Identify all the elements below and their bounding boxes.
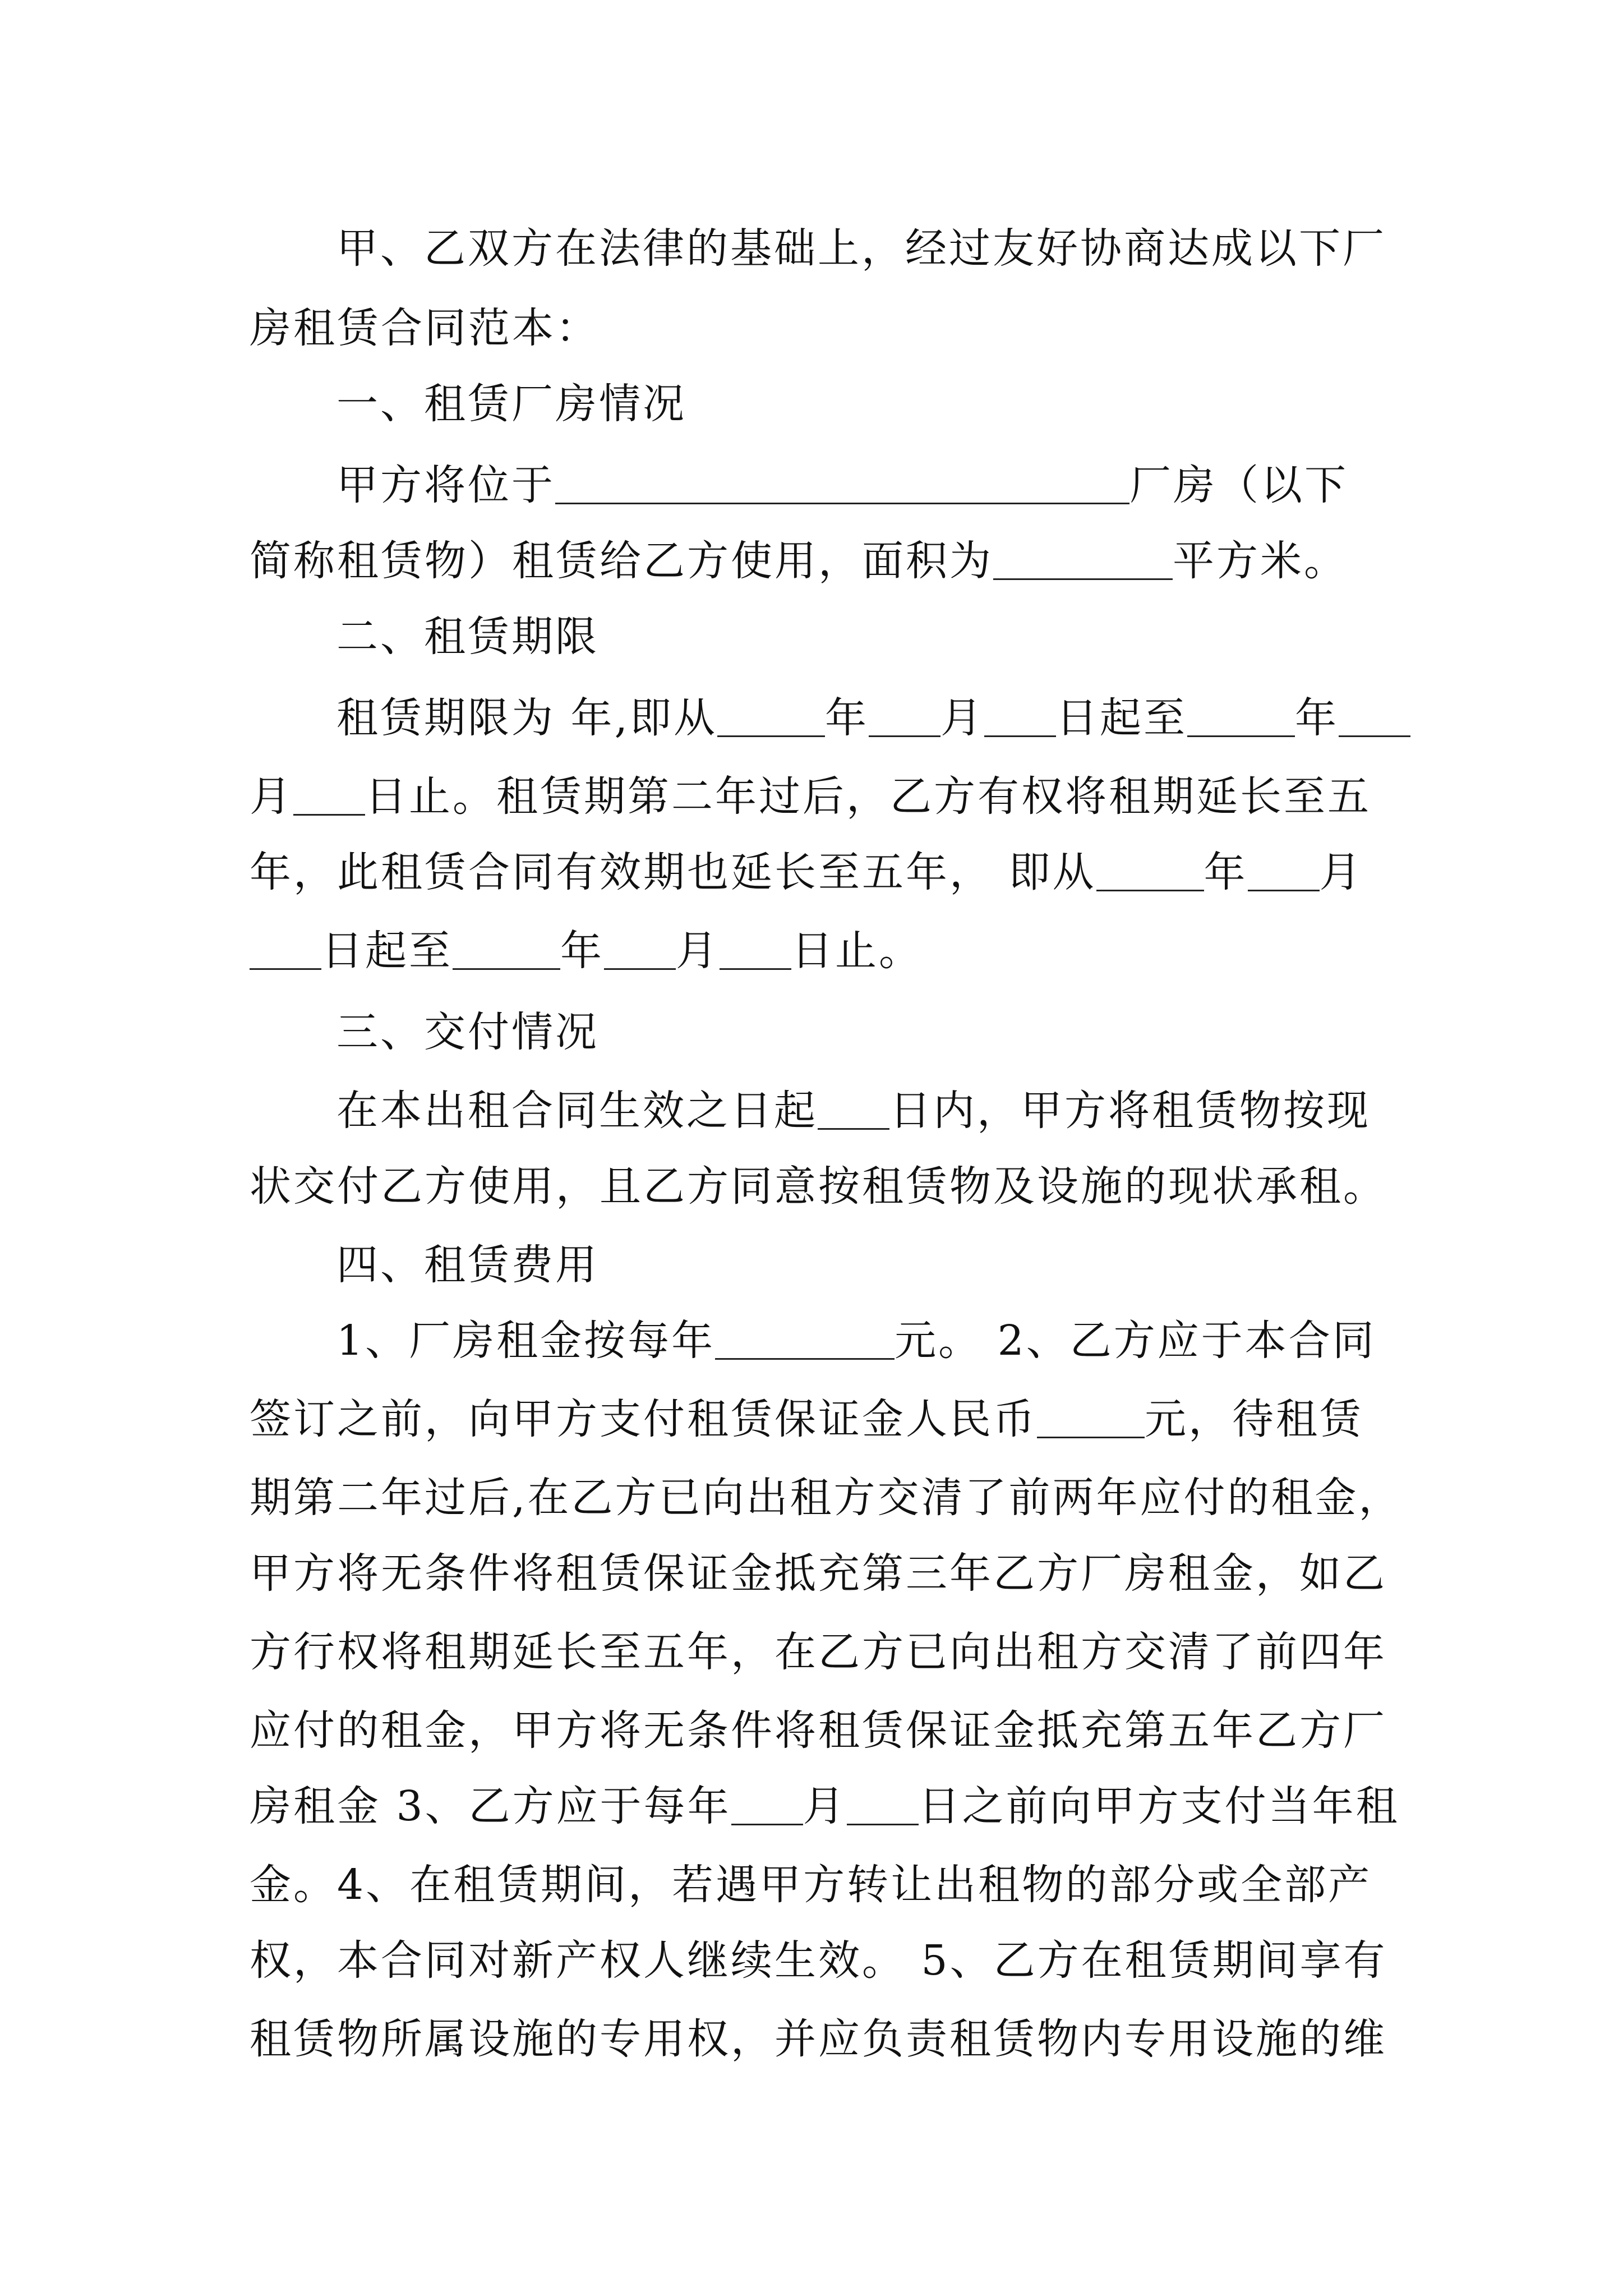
text-run: 在本出租合同生效之日起 (336, 1087, 818, 1135)
text-line (336, 1234, 599, 1296)
text-line (336, 373, 686, 435)
text-line (250, 1854, 1372, 1916)
text-run: 状交付乙方使用，且乙方同意按租赁物及设施的现状承租。 (250, 1162, 1387, 1211)
text-run: 日止。租赁期第二年过后，乙方有权将租期延长至五 (365, 772, 1371, 821)
text-line (250, 1467, 1403, 1529)
text-run: 年，此租赁合同有效期也延长至五年， 即从 (250, 848, 1096, 896)
text-run: 甲方将无条件将租赁保证金抵充第三年乙方厂房租金，如乙 (250, 1549, 1387, 1598)
text-run: 甲方将位于 (336, 461, 555, 509)
text-line (250, 1621, 1387, 1683)
text-line (336, 454, 1348, 516)
text-line (250, 530, 1348, 592)
text-run: 简称租赁物）租赁给乙方使用，面积为 (250, 537, 993, 585)
text-line (336, 1001, 599, 1063)
text-run: 年 (1204, 848, 1248, 896)
text-run: 1、厂房租金按每年 (336, 1317, 716, 1365)
fill-in-blank (1248, 848, 1320, 891)
text-run: 月 (803, 1782, 847, 1830)
text-run: 应付的租金，甲方将无条件将租赁保证金抵充第五年乙方厂 (250, 1706, 1387, 1755)
text-line (250, 1700, 1387, 1761)
fill-in-blank (1037, 1395, 1145, 1438)
text-line (250, 1388, 1363, 1450)
text-run: 租赁物所属设施的专用权，并应负责租赁物内专用设施的维 (250, 2015, 1387, 2063)
fill-in-blank (250, 927, 321, 970)
text-line (250, 1543, 1387, 1604)
text-run: 权，本合同对新产权人继续生效。 5、乙方在租赁期间享有 (250, 1936, 1387, 1985)
text-run: 签订之前，向甲方支付租赁保证金人民币 (250, 1395, 1037, 1443)
text-run: 元，待租赁 (1145, 1395, 1363, 1443)
text-run: 日止。 (791, 927, 923, 975)
text-run: 厂房（以下 (1129, 461, 1348, 509)
text-line (336, 606, 599, 668)
text-run: 平方米。 (1173, 537, 1348, 585)
text-run: 日起至 (1056, 694, 1188, 742)
fill-in-blank (453, 927, 560, 970)
text-run: 日之前向甲方支付当年租 (918, 1782, 1400, 1830)
text-run: 年 (560, 927, 604, 975)
text-line (250, 1930, 1387, 1991)
fill-in-blank (818, 1087, 889, 1130)
text-line (250, 2008, 1387, 2070)
text-run: 期第二年过后,在乙方已向出租方交清了前两年应付的租金， (250, 1474, 1403, 1522)
fill-in-blank (731, 1782, 803, 1825)
fill-in-blank (1096, 848, 1204, 891)
fill-in-blank (720, 927, 791, 970)
text-run: 月 (250, 772, 293, 821)
text-run: 租赁期限为 年,即从 (336, 694, 718, 742)
text-line (250, 1775, 1400, 1837)
text-line (250, 297, 600, 359)
text-run: 金。4、在租赁期间，若遇甲方转让出租物的部分或全部产 (250, 1861, 1372, 1909)
text-run: 四、租赁费用 (336, 1241, 599, 1289)
fill-in-blank (604, 927, 676, 970)
text-run: 三、交付情况 (336, 1008, 599, 1056)
text-line (250, 766, 1371, 827)
text-run: 月 (940, 694, 985, 742)
text-line (250, 841, 1363, 903)
text-run: 元。 2、乙方应于本合同 (895, 1317, 1376, 1365)
fill-in-blank (715, 1317, 895, 1360)
text-run: 日内，甲方将租赁物按现 (889, 1087, 1371, 1135)
fill-in-blank (993, 537, 1173, 580)
text-run: 月 (676, 927, 720, 975)
fill-in-blank (1187, 694, 1295, 737)
text-line (250, 920, 923, 982)
fill-in-blank (984, 694, 1056, 737)
fill-in-blank (847, 1782, 919, 1825)
fill-in-blank (555, 461, 1129, 504)
text-run: 方行权将租期延长至五年，在乙方已向出租方交清了前四年 (250, 1628, 1387, 1676)
text-run: 年 (825, 694, 869, 742)
fill-in-blank (717, 694, 825, 737)
text-line (336, 687, 1410, 749)
text-line (336, 218, 1386, 279)
text-line (336, 1310, 1376, 1372)
text-run: 房租金 3、乙方应于每年 (250, 1782, 731, 1830)
text-run: 二、租赁期限 (336, 613, 599, 661)
fill-in-blank (869, 694, 940, 737)
text-run: 日起至 (321, 927, 453, 975)
text-run: 月 (1319, 848, 1363, 896)
fill-in-blank (293, 772, 365, 816)
text-run: 房租赁合同范本： (250, 304, 600, 352)
fill-in-blank (1339, 694, 1410, 737)
text-run: 年 (1295, 694, 1339, 742)
text-line (250, 1156, 1387, 1217)
text-run: 一、租赁厂房情况 (336, 380, 686, 428)
text-line (336, 1080, 1371, 1142)
text-run: 甲、乙双方在法律的基础上，经过友好协商达成以下厂 (336, 224, 1386, 273)
